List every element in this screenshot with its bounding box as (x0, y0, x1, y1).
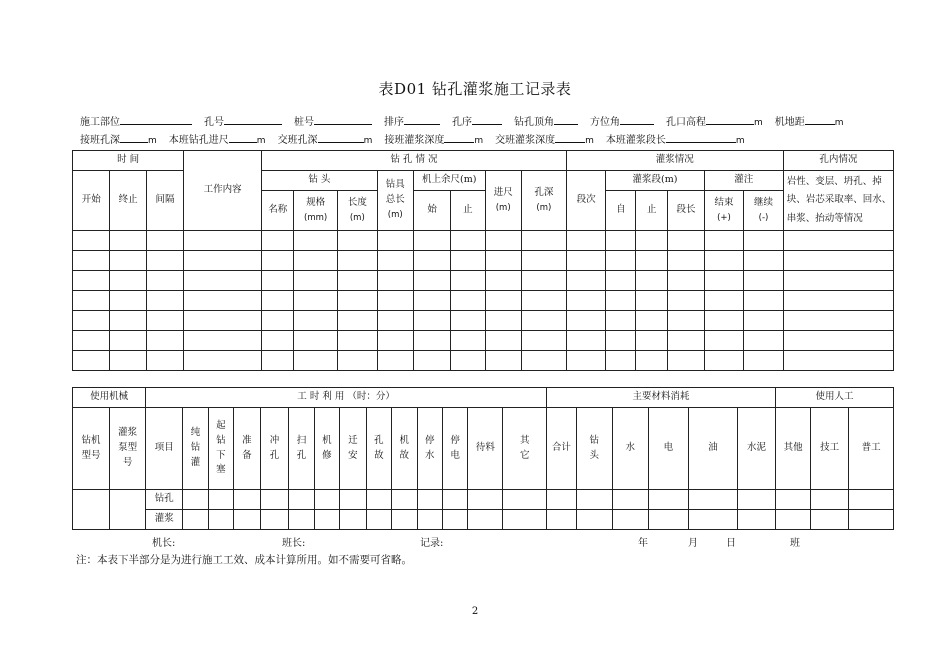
blank-cell[interactable] (294, 351, 338, 371)
field-input-line[interactable] (120, 133, 148, 143)
pump-model-header: 灌浆泵型号 (110, 408, 146, 490)
blank-cell[interactable] (668, 291, 704, 311)
blank-cell[interactable] (783, 271, 893, 291)
blank-cell[interactable] (338, 231, 378, 251)
blank-cell[interactable] (184, 331, 262, 351)
stop-power-header: 停电 (442, 408, 467, 490)
blank-cell[interactable] (485, 271, 521, 291)
blank-cell[interactable] (110, 331, 146, 351)
blank-cell[interactable] (413, 311, 450, 331)
field-header_fields_row2-5: 本班灌浆段长 m (605, 135, 745, 146)
blank-cell[interactable] (377, 251, 413, 271)
row-grout-label: 灌浆 (146, 510, 183, 530)
blank-cell[interactable] (783, 251, 893, 271)
note-end-header: 结束 (+) (704, 191, 744, 231)
blank-cell[interactable] (184, 291, 262, 311)
flush-header: 冲孔 (260, 408, 289, 490)
blank-cell[interactable] (110, 311, 146, 331)
blank-cell[interactable] (338, 251, 378, 271)
blank-cell[interactable] (338, 351, 378, 371)
blank-cell[interactable] (668, 231, 704, 251)
cement-header: 水泥 (737, 408, 775, 490)
section-header: 灌浆段(m) (606, 171, 704, 191)
blank-cell[interactable] (377, 351, 413, 371)
field-input-line[interactable] (554, 115, 578, 125)
blank-cell[interactable] (262, 331, 294, 351)
field-header_fields_row1-5: 钻孔顶角 (514, 113, 578, 128)
blank-cell[interactable] (73, 231, 110, 251)
blank-cell[interactable] (377, 291, 413, 311)
drill-row (73, 490, 894, 510)
blank-cell[interactable] (146, 311, 183, 331)
blank-cell[interactable] (294, 291, 338, 311)
table-row (73, 231, 894, 251)
oil-header: 油 (689, 408, 738, 490)
table-row (73, 331, 894, 351)
blank-cell[interactable] (606, 311, 636, 331)
blank-cell[interactable] (566, 251, 606, 271)
blank-cell[interactable] (521, 231, 566, 251)
blank-cell[interactable] (668, 271, 704, 291)
page-number: 2 (471, 606, 479, 617)
blank-cell[interactable] (704, 311, 744, 331)
month-label: 月 (688, 538, 698, 549)
interval-header: 间隔 (146, 171, 183, 231)
blank-cell[interactable] (110, 351, 146, 371)
blank-cell[interactable] (606, 251, 636, 271)
bit-spec-header: 规格 (mm) (294, 191, 338, 231)
field-header_fields_row2-1: 本班钻孔进尺 m (168, 135, 266, 146)
drill-model-header: 钻机型号 (73, 408, 110, 490)
footage-header: 进尺 (m) (485, 171, 521, 231)
blank-cell[interactable] (783, 331, 893, 351)
blank-cell[interactable] (744, 311, 784, 331)
blank-cell[interactable] (783, 311, 893, 331)
field-input-line[interactable] (555, 133, 585, 143)
hole-acc-header: 孔故 (366, 408, 391, 490)
field-header_fields_row1-3: 排序 (384, 113, 440, 128)
field-input-line[interactable] (620, 115, 654, 125)
grouting-header: 灌浆情况 (566, 151, 783, 171)
blank-cell[interactable] (783, 231, 893, 251)
page-title: 表D01 钻孔灌浆施工记录表 (378, 80, 572, 98)
blank-cell[interactable] (521, 251, 566, 271)
blank-cell[interactable] (636, 251, 668, 271)
field-input-line[interactable] (805, 115, 835, 125)
depth-header: 孔深 (m) (521, 171, 566, 231)
end-header: 终止 (110, 171, 146, 231)
field-input-line[interactable] (404, 115, 440, 125)
blank-cell[interactable] (451, 271, 485, 291)
blank-cell[interactable] (262, 271, 294, 291)
machine-header: 使用机械 (73, 388, 146, 408)
blank-cell[interactable] (668, 351, 704, 371)
hole-desc: 岩性、变层、坍孔、掉块、岩芯采取率、回水、串浆、抬动等情况 (783, 171, 893, 231)
blank-cell[interactable] (413, 251, 450, 271)
field-input-line[interactable] (706, 115, 754, 125)
blank-cell[interactable] (262, 311, 294, 331)
blank-cell[interactable] (73, 251, 110, 271)
field-input-line[interactable] (472, 115, 502, 125)
blank-cell[interactable] (485, 331, 521, 351)
blank-cell[interactable] (110, 291, 146, 311)
blank-cell[interactable] (413, 271, 450, 291)
blank-cell[interactable] (451, 311, 485, 331)
blank-cell[interactable] (451, 331, 485, 351)
blank-cell[interactable] (73, 351, 110, 371)
blank-cell[interactable] (566, 231, 606, 251)
blank-cell[interactable] (262, 351, 294, 371)
table-row (73, 271, 894, 291)
note-cont-header: 继续 (-) (744, 191, 784, 231)
move-header: 迁安 (340, 408, 367, 490)
blank-cell[interactable] (338, 331, 378, 351)
prep-header: 准备 (234, 408, 261, 490)
blank-cell[interactable] (338, 271, 378, 291)
blank-cell[interactable] (451, 351, 485, 371)
sec-to-header: 止 (636, 191, 668, 231)
blank-cell[interactable] (704, 331, 744, 351)
remain-start-header: 始 (413, 191, 450, 231)
blank-cell[interactable] (73, 271, 110, 291)
mach-acc-header: 机故 (392, 408, 417, 490)
blank-cell[interactable] (521, 291, 566, 311)
field-header_fields_row1-4: 孔序 (452, 113, 502, 128)
blank-cell[interactable] (485, 351, 521, 371)
lift-header: 起钻下塞 (208, 408, 233, 490)
record-label: 记录: (420, 538, 444, 549)
blank-cell[interactable] (184, 311, 262, 331)
header-fields-row2 (80, 131, 757, 146)
pure-drill-header: 纯钻灌 (183, 408, 208, 490)
blank-cell[interactable] (566, 291, 606, 311)
blank-cell[interactable] (338, 311, 378, 331)
year-label: 年 (638, 538, 648, 549)
blank-cell[interactable] (485, 291, 521, 311)
blank-cell[interactable] (636, 231, 668, 251)
blank-cell[interactable] (294, 331, 338, 351)
item-header: 项目 (146, 408, 183, 490)
bit-len-header: 长度 (m) (338, 191, 378, 231)
blank-cell[interactable] (704, 351, 744, 371)
blank-cell[interactable] (485, 231, 521, 251)
blank-cell[interactable] (668, 251, 704, 271)
blank-cell[interactable] (606, 291, 636, 311)
blank-cell[interactable] (636, 311, 668, 331)
blank-cell[interactable] (451, 231, 485, 251)
blank-cell[interactable] (413, 351, 450, 371)
bit-header: 钻 头 (262, 171, 377, 191)
blank-cell[interactable] (566, 271, 606, 291)
blank-cell[interactable] (704, 291, 744, 311)
blank-cell[interactable] (413, 331, 450, 351)
blank-cell[interactable] (485, 251, 521, 271)
table-row (73, 351, 894, 371)
blank-cell[interactable] (783, 291, 893, 311)
field-header_fields_row1-6: 方位角 (590, 113, 654, 128)
captain-label: 机长: (152, 538, 176, 549)
total-header: 合计 (547, 408, 577, 490)
tool-length-header: 钻具 总长 (m) (377, 171, 413, 231)
field-input-line[interactable] (318, 133, 364, 143)
field-header_fields_row1-8: 机地距 m (774, 117, 844, 128)
general-header: 普工 (849, 408, 894, 490)
blank-cell[interactable] (668, 311, 704, 331)
blank-cell[interactable] (146, 271, 183, 291)
leader-label: 班长: (282, 538, 306, 549)
blank-cell[interactable] (668, 331, 704, 351)
field-input-line[interactable] (444, 133, 474, 143)
sec-from-header: 自 (606, 191, 636, 231)
table-row (73, 251, 894, 271)
note-col-header: 灌注 (704, 171, 783, 191)
blank-cell[interactable] (521, 331, 566, 351)
drilling-header: 钻 孔 情 况 (262, 151, 567, 171)
remain-end-header: 止 (451, 191, 485, 231)
power-header: 电 (648, 408, 688, 490)
blank-cell[interactable] (636, 291, 668, 311)
blank-cell[interactable] (184, 351, 262, 371)
work-content-header: 工作内容 (184, 151, 262, 231)
field-header_fields_row2-3: 接班灌浆深度 m (384, 135, 484, 146)
table-row (73, 311, 894, 331)
field-header_fields_row2-0: 接班孔深 m (80, 135, 157, 146)
blank-cell[interactable] (184, 271, 262, 291)
work-time-header: 工 时 利 用 （时：分） (146, 388, 547, 408)
water-header: 水 (612, 408, 648, 490)
blank-cell[interactable] (521, 311, 566, 331)
field-input-line[interactable] (120, 115, 192, 125)
blank-cell[interactable] (704, 231, 744, 251)
bit-name-header: 名称 (262, 191, 294, 231)
field-header_fields_row1-7: 孔口高程 m (666, 117, 763, 128)
blank-cell[interactable] (606, 331, 636, 351)
wait-mat-header: 待料 (468, 408, 503, 490)
material-header: 主要材料消耗 (547, 388, 776, 408)
field-input-line[interactable] (229, 133, 257, 143)
blank-cell[interactable] (606, 231, 636, 251)
drill-bit-header: 钻头 (576, 408, 612, 490)
field-input-line[interactable] (224, 115, 282, 125)
blank-cell[interactable] (451, 251, 485, 271)
other-header: 其它 (503, 408, 547, 490)
blank-cell[interactable] (110, 231, 146, 251)
blank-cell[interactable] (262, 231, 294, 251)
header-fields-row1 (80, 113, 856, 128)
blank-cell[interactable] (451, 291, 485, 311)
blank-cell[interactable] (146, 331, 183, 351)
blank-cell[interactable] (783, 351, 893, 371)
blank-cell[interactable] (744, 251, 784, 271)
blank-cell[interactable] (521, 351, 566, 371)
blank-cell[interactable] (73, 331, 110, 351)
blank-cell[interactable] (146, 231, 183, 251)
hole-header: 孔内情况 (783, 151, 893, 171)
blank-cell[interactable] (377, 311, 413, 331)
blank-cell[interactable] (704, 251, 744, 271)
blank-cell[interactable] (566, 351, 606, 371)
day-label: 日 (726, 538, 736, 549)
blank-cell[interactable] (294, 311, 338, 331)
blank-cell[interactable] (636, 271, 668, 291)
row-drill-label: 钻孔 (146, 490, 183, 510)
blank-cell[interactable] (184, 251, 262, 271)
blank-cell[interactable] (146, 251, 183, 271)
blank-cell[interactable] (566, 331, 606, 351)
blank-cell[interactable] (636, 351, 668, 371)
blank-cell[interactable] (744, 291, 784, 311)
blank-cell[interactable] (184, 231, 262, 251)
grout-row (73, 510, 894, 530)
blank-cell[interactable] (73, 311, 110, 331)
blank-cell[interactable] (262, 251, 294, 271)
blank-cell[interactable] (413, 291, 450, 311)
others-header: 其他 (776, 408, 811, 490)
sec-len-header: 段长 (668, 191, 704, 231)
blank-cell[interactable] (294, 271, 338, 291)
blank-cell[interactable] (262, 291, 294, 311)
blank-cell[interactable] (744, 271, 784, 291)
blank-cell[interactable] (485, 311, 521, 331)
blank-cell[interactable] (744, 231, 784, 251)
field-header_fields_row2-2: 交班孔深 m (277, 135, 373, 146)
blank-cell[interactable] (744, 331, 784, 351)
field-header_fields_row1-1: 孔号 (204, 113, 282, 128)
time-header: 时 间 (73, 151, 184, 171)
efficiency-table (72, 387, 894, 530)
labor-header: 使用人工 (776, 388, 894, 408)
blank-cell[interactable] (294, 231, 338, 251)
table-row (73, 291, 894, 311)
field-header_fields_row1-2: 桩号 (294, 113, 372, 128)
field-header_fields_row2-4: 交班灌浆深度 m (495, 135, 594, 146)
blank-cell[interactable] (744, 351, 784, 371)
sweep-header: 扫孔 (289, 408, 314, 490)
footnote: 注：本表下半部分是为进行施工工效、成本计算所用。如不需要可省略。 (76, 554, 412, 566)
blank-cell[interactable] (606, 271, 636, 291)
field-header_fields_row1-0: 施工部位 (80, 113, 192, 128)
blank-cell[interactable] (146, 351, 183, 371)
blank-cell[interactable] (566, 311, 606, 331)
blank-cell[interactable] (338, 291, 378, 311)
blank-cell[interactable] (146, 291, 183, 311)
stop-water-header: 停水 (417, 408, 442, 490)
blank-cell[interactable] (704, 271, 744, 291)
blank-cell[interactable] (294, 251, 338, 271)
blank-cell[interactable] (636, 331, 668, 351)
blank-cell[interactable] (377, 231, 413, 251)
shift-label: 班 (790, 538, 800, 549)
blank-cell[interactable] (377, 331, 413, 351)
start-header: 开始 (73, 171, 110, 231)
blank-cell[interactable] (110, 271, 146, 291)
blank-cell[interactable] (521, 271, 566, 291)
blank-cell[interactable] (73, 291, 110, 311)
repair-header: 机修 (314, 408, 339, 490)
field-input-line[interactable] (314, 115, 372, 125)
blank-cell[interactable] (377, 271, 413, 291)
field-input-line[interactable] (666, 133, 736, 143)
record-table (72, 150, 894, 371)
blank-cell[interactable] (110, 251, 146, 271)
remain-header: 机上余尺(m) (413, 171, 485, 191)
section-no-header: 段次 (566, 171, 606, 231)
blank-cell[interactable] (413, 231, 450, 251)
tech-header: 技工 (811, 408, 849, 490)
blank-cell[interactable] (606, 351, 636, 371)
